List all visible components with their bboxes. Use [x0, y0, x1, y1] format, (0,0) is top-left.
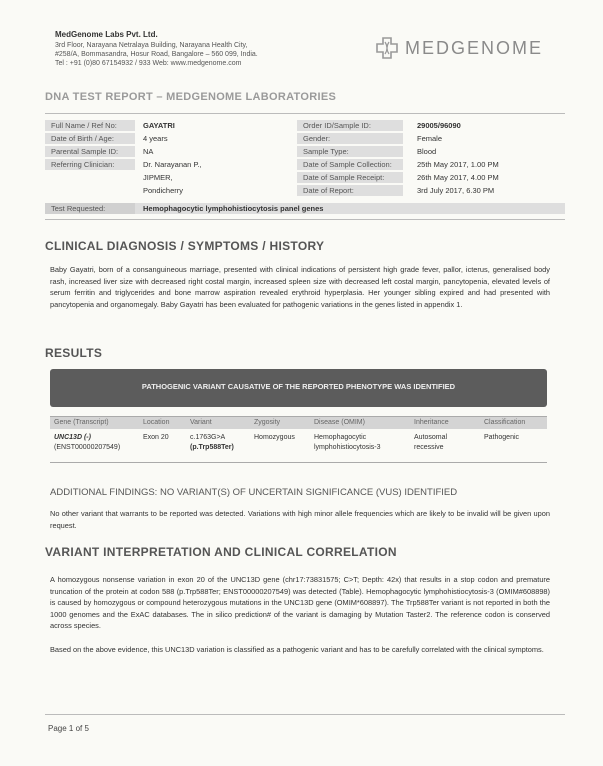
table-header [50, 417, 547, 429]
report-title: DNA TEST REPORT – MEDGENOME LABORATORIES [45, 91, 337, 103]
gene-name: UNC13D (-) [54, 434, 91, 441]
col-zygosity: Zygosity [254, 419, 281, 426]
parent-value: NA [143, 147, 154, 156]
patient-name: GAYATRI [143, 121, 175, 130]
interpretation-heading: VARIANT INTERPRETATION AND CLINICAL CORRELATION [45, 545, 397, 559]
receipt-value: 26th May 2017, 4.00 PM [417, 173, 499, 182]
address-line-2: #258/A, Bommasandra, Hosur Road, Bangalore – 560 099, India. [55, 51, 258, 58]
report-date-value: 3rd July 2017, 6.30 PM [417, 186, 495, 195]
gender-label: Gender: [297, 133, 403, 144]
additional-text: No other variant that warrants to be reported was detected. Variations with high minor allele frequencies which are likely to be invalid will be given upon request. [50, 509, 550, 530]
col-disease: Disease (OMIM) [314, 419, 365, 426]
variant-table [50, 416, 547, 463]
zygosity-value: Homozygous [254, 434, 295, 441]
test-requested: Hemophagocytic lymphohistiocytosis panel genes [143, 204, 324, 213]
disease-line-1: Hemophagocytic [314, 434, 367, 441]
clinician-label: Referring Clinician: [45, 159, 135, 170]
dob-label: Date of Birth / Age: [45, 133, 135, 144]
clinical-text: Baby Gayatri, born of a consanguineous marriage, presented with clinical indications of persistent high grade fever, pallor, icterus, generalised body rash, increased liver size with decreased right costal margin, increased spleen size with decreased left costal margin, pancytopenia, elevated levels of serum ferritin and triglycerides and bone marrow aspiration revealed erythroid hyperplasia. Her younger sibling expired and had presented with pancytopenia and organomegaly. Baby Gayatri has been evaluated for pathogenic variations in the genes listed in appendix 1. [50, 265, 550, 309]
classification-value: Pathogenic [484, 434, 520, 441]
results-banner [50, 369, 547, 407]
address-line-3: Tel : +91 (0)80 67154932 / 933 Web: www.medgenome.com [55, 60, 242, 67]
logo-text: MEDGENOME [405, 37, 544, 58]
order-label: Order ID/Sample ID: [297, 120, 403, 131]
col-gene: Gene (Transcript) [54, 419, 109, 426]
disease-line-2: lymphohistiocytosis-3 [314, 444, 381, 451]
interpretation-text: A homozygous nonsense variation in exon 20 of the UNC13D gene (chr17:73831575; C>T; Depth: 42x) that results in a stop codon and premature truncation of the protein at codon 588 (p.Trp588Ter; ENST00000207549) was detected (Table). Hemophagocytic lymphohistiocytosis-3 (OMIM#608898) is caused by homozygous or compound heterozygous mutations in the UNC13D gene (OMIM*608897). The Trp588Ter variant is not reported in both the 1000 genomes and the ExAC databases. The in silico prediction# of the variant is damaging by Mutation Taster2. The reference codon is conserved across species. [50, 575, 550, 630]
collection-value: 25th May 2017, 1.00 PM [417, 160, 499, 169]
gender-value: Female [417, 134, 443, 143]
company-name: MedGenome Labs Pvt. Ltd. [55, 30, 158, 39]
col-variant: Variant [190, 419, 212, 426]
col-inheritance: Inheritance [414, 419, 449, 426]
page-number: Page 1 of 5 [48, 724, 89, 733]
name-label: Full Name / Ref No: [45, 120, 135, 131]
clinical-heading: CLINICAL DIAGNOSIS / SYMPTOMS / HISTORY [45, 239, 325, 253]
collection-label: Date of Sample Collection: [297, 159, 403, 170]
results-heading: RESULTS [45, 346, 103, 360]
banner-text: PATHOGENIC VARIANT CAUSATIVE OF THE REPORTED PHENOTYPE WAS IDENTIFIED [141, 382, 456, 391]
transcript-id: (ENST00000207549) [54, 444, 121, 451]
clinician-line-2: JIPMER, [143, 173, 173, 182]
col-classification: Classification [484, 419, 526, 426]
inheritance-line-1: Autosomal [414, 434, 448, 441]
footer-divider [45, 714, 565, 715]
address-line-1: 3rd Floor, Narayana Netralaya Building, Narayana Health City, [55, 42, 248, 49]
medgenome-logo [375, 36, 543, 60]
clinician-line-1: Dr. Narayanan P., [143, 160, 202, 169]
variant-protein: (p.Trp588Ter) [190, 444, 234, 451]
location-value: Exon 20 [143, 434, 169, 441]
order-id: 29005/96090 [417, 121, 461, 130]
interpretation-conclusion: Based on the above evidence, this UNC13D variation is classified as a pathogenic variant and has to be carefully correlated with the clinical symptoms. [50, 645, 544, 654]
test-label: Test Requested: [45, 203, 135, 214]
variant-cdna: c.1763G>A [190, 434, 226, 441]
receipt-label: Date of Sample Receipt: [297, 172, 403, 183]
col-location: Location [143, 419, 170, 426]
clinician-line-3: Pondicherry [143, 186, 184, 195]
sample-value: Blood [417, 147, 437, 156]
parent-label: Parental Sample ID: [45, 146, 135, 157]
dob-value: 4 years [143, 134, 168, 143]
sample-label: Sample Type: [297, 146, 403, 157]
report-date-label: Date of Report: [297, 185, 403, 196]
dna-cross-icon [375, 36, 399, 60]
table-row [50, 429, 547, 462]
inheritance-line-2: recessive [414, 444, 444, 451]
patient-info [45, 113, 565, 220]
additional-heading: ADDITIONAL FINDINGS: NO VARIANT(S) OF UNCERTAIN SIGNIFICANCE (VUS) IDENTIFIED [50, 487, 458, 498]
